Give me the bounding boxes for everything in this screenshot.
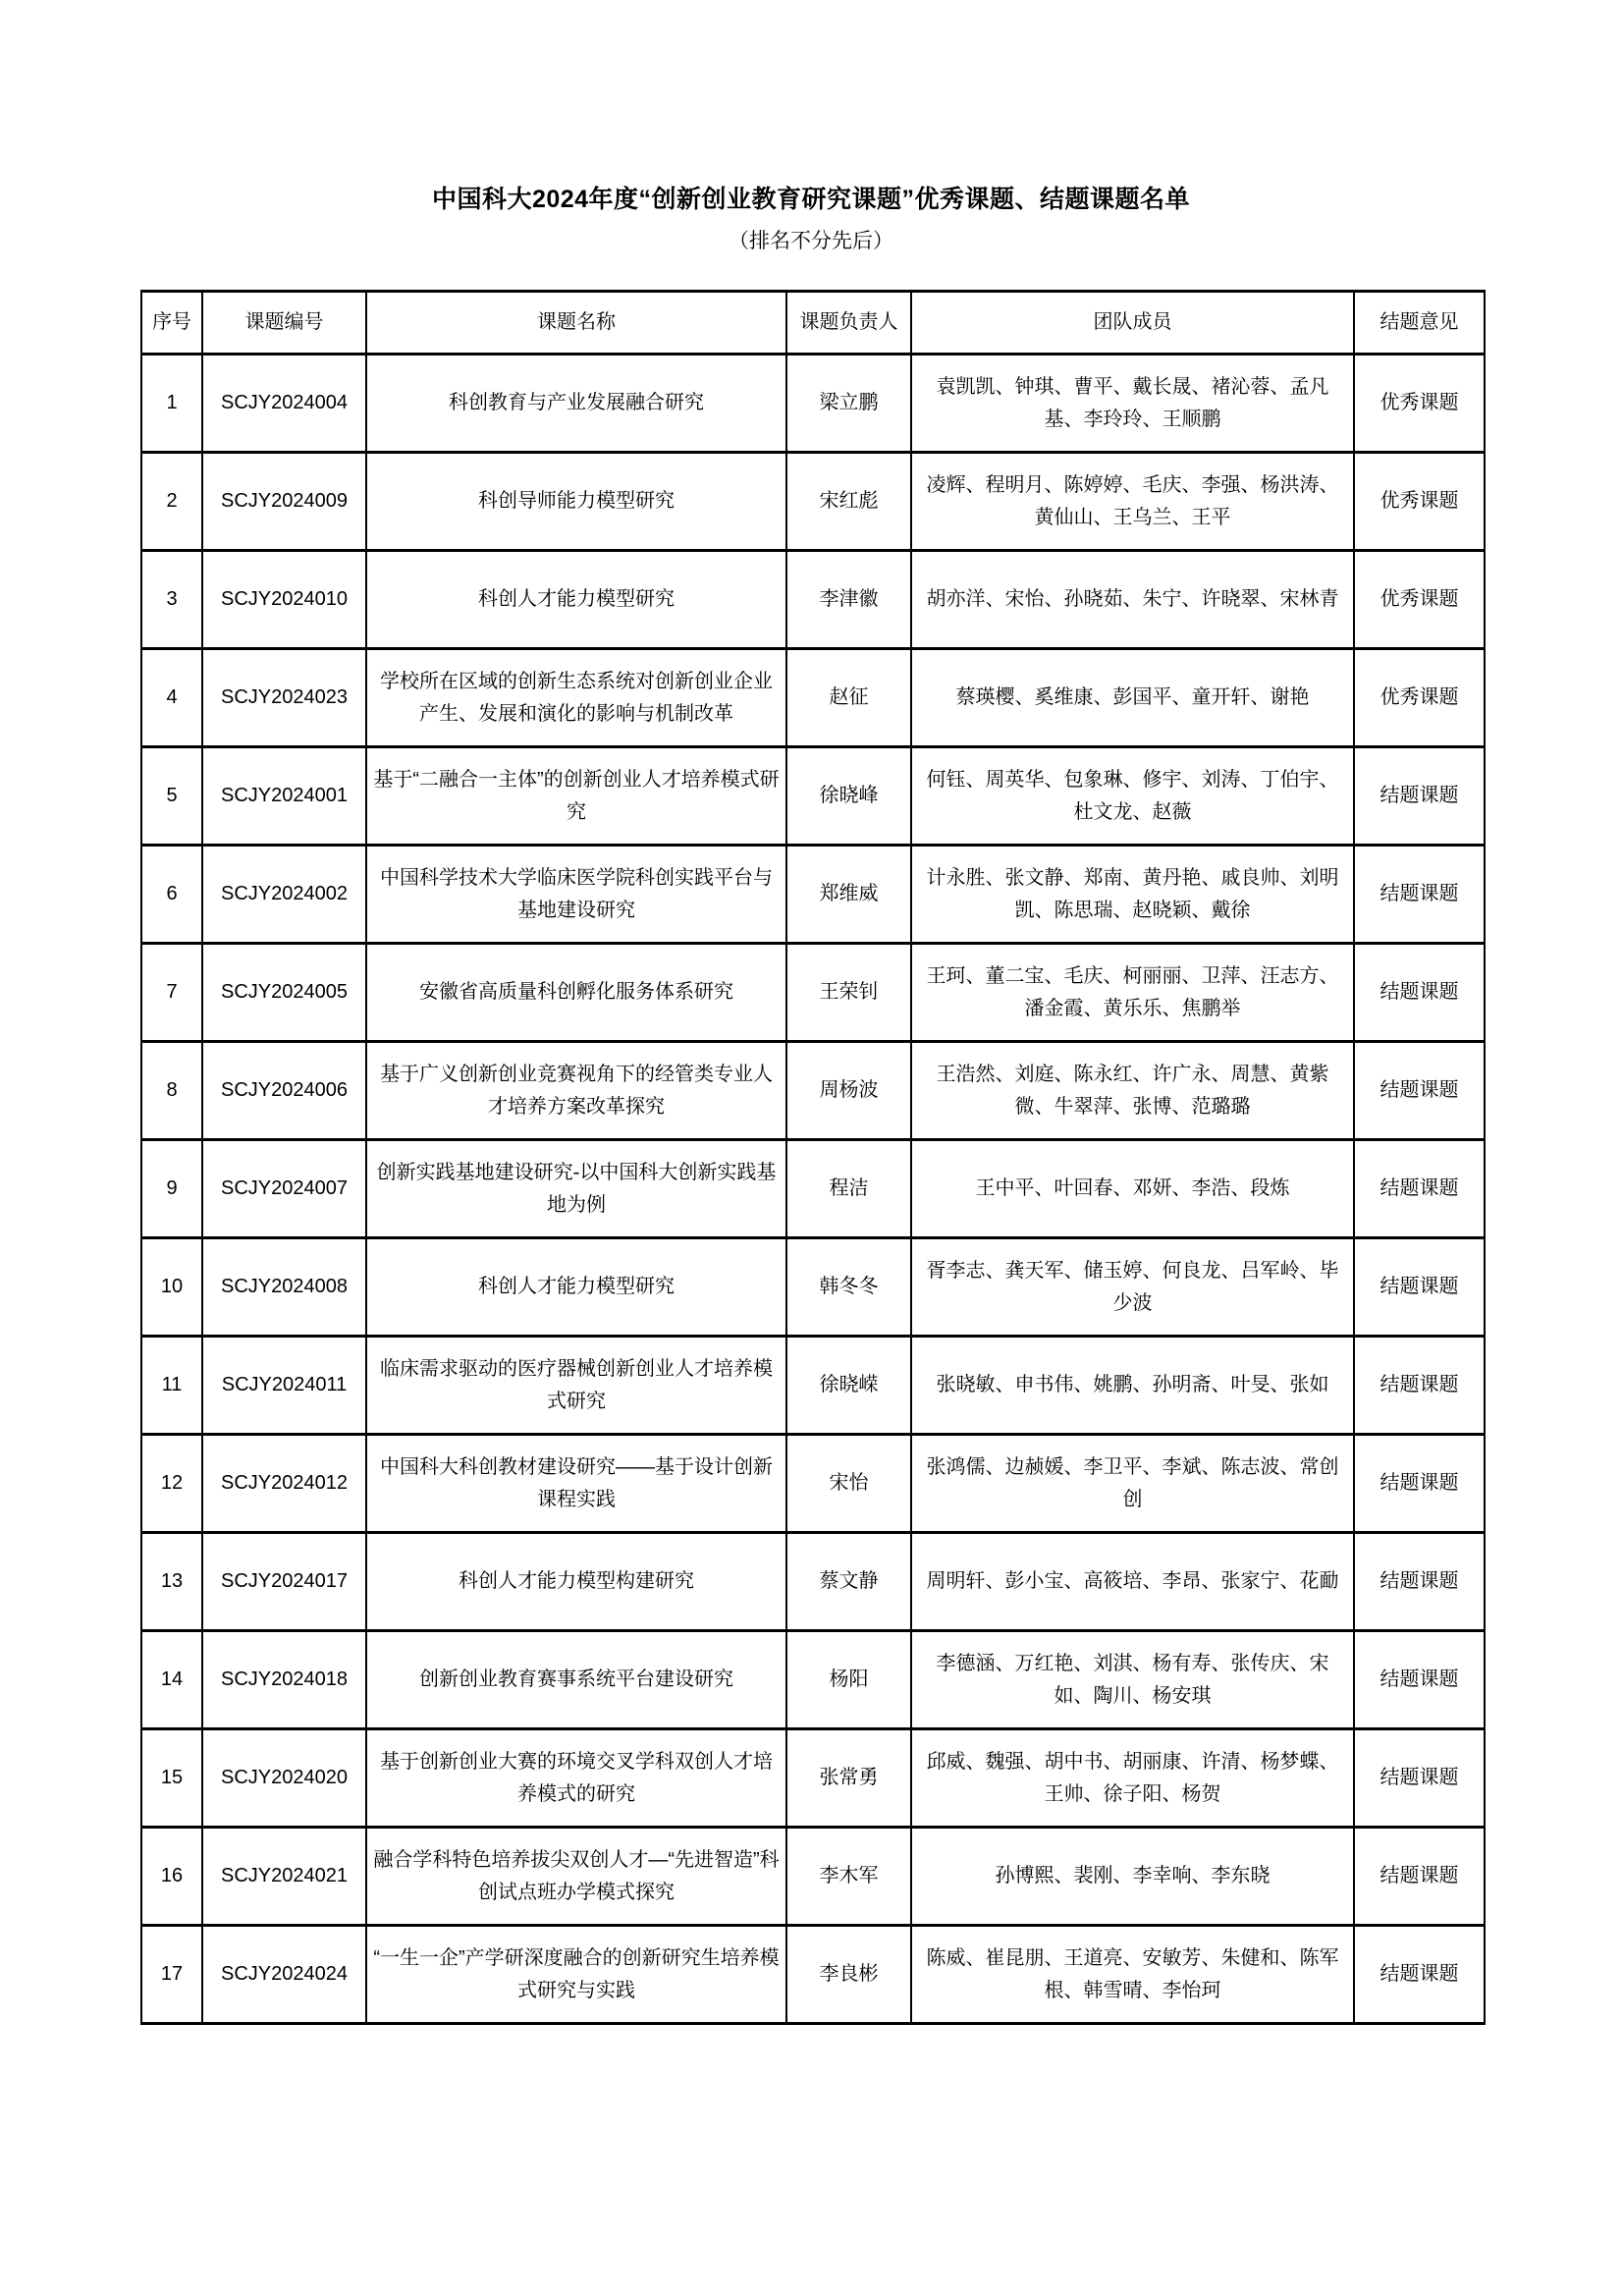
cell-no: 14 [141, 1631, 202, 1729]
table-row [141, 747, 1485, 846]
cell-members: 胡亦洋、宋怡、孙晓茹、朱宁、许晓翠、宋林青 [911, 551, 1354, 649]
cell-name: 创新实践基地建设研究-以中国科大创新实践基地为例 [366, 1140, 786, 1238]
cell-leader: 赵征 [786, 649, 911, 747]
cell-opinion: 结题课题 [1354, 1238, 1485, 1337]
cell-no: 9 [141, 1140, 202, 1238]
cell-id: SCJY2024010 [202, 551, 366, 649]
table-row [141, 944, 1485, 1042]
cell-leader: 张常勇 [786, 1729, 911, 1828]
cell-opinion: 优秀课题 [1354, 649, 1485, 747]
cell-id: SCJY2024009 [202, 453, 366, 551]
cell-opinion: 结题课题 [1354, 1729, 1485, 1828]
table-row [141, 1533, 1485, 1631]
cell-opinion: 结题课题 [1354, 1140, 1485, 1238]
table-row [141, 846, 1485, 944]
cell-opinion: 结题课题 [1354, 1042, 1485, 1140]
cell-leader: 徐晓嵘 [786, 1337, 911, 1435]
table-body [141, 355, 1485, 2024]
cell-id: SCJY2024023 [202, 649, 366, 747]
projects-table [140, 290, 1486, 2025]
cell-id: SCJY2024002 [202, 846, 366, 944]
cell-leader: 宋红彪 [786, 453, 911, 551]
cell-members: 蔡瑛樱、奚维康、彭国平、童开轩、谢艳 [911, 649, 1354, 747]
cell-opinion: 结题课题 [1354, 846, 1485, 944]
cell-id: SCJY2024012 [202, 1435, 366, 1533]
cell-id: SCJY2024007 [202, 1140, 366, 1238]
cell-no: 3 [141, 551, 202, 649]
cell-opinion: 结题课题 [1354, 1631, 1485, 1729]
cell-leader: 梁立鹏 [786, 355, 911, 453]
cell-name: 中国科大科创教材建设研究——基于设计创新课程实践 [366, 1435, 786, 1533]
cell-id: SCJY2024017 [202, 1533, 366, 1631]
cell-no: 4 [141, 649, 202, 747]
cell-members: 张晓敏、申书伟、姚鹏、孙明斋、叶旻、张如 [911, 1337, 1354, 1435]
cell-no: 8 [141, 1042, 202, 1140]
cell-members: 李德涵、万红艳、刘淇、杨有寿、张传庆、宋如、陶川、杨安琪 [911, 1631, 1354, 1729]
cell-members: 袁凯凯、钟琪、曹平、戴长晟、褚沁蓉、孟凡基、李玲玲、王顺鹏 [911, 355, 1354, 453]
cell-leader: 程洁 [786, 1140, 911, 1238]
cell-no: 13 [141, 1533, 202, 1631]
cell-leader: 杨阳 [786, 1631, 911, 1729]
header-col-no: 序号 [141, 292, 202, 355]
cell-no: 6 [141, 846, 202, 944]
header-col-opinion: 结题意见 [1354, 292, 1485, 355]
cell-members: 孙博熙、裴刚、李幸响、李东晓 [911, 1828, 1354, 1926]
cell-id: SCJY2024005 [202, 944, 366, 1042]
cell-name: 科创人才能力模型研究 [366, 1238, 786, 1337]
table-row [141, 1926, 1485, 2024]
table-row [141, 1042, 1485, 1140]
cell-name: 融合学科特色培养拔尖双创人才—“先进智造”科创试点班办学模式探究 [366, 1828, 786, 1926]
table-row [141, 355, 1485, 453]
header-col-id: 课题编号 [202, 292, 366, 355]
cell-members: 陈威、崔昆朋、王道亮、安敏芳、朱健和、陈军根、韩雪晴、李怡珂 [911, 1926, 1354, 2024]
cell-id: SCJY2024006 [202, 1042, 366, 1140]
cell-leader: 王荣钊 [786, 944, 911, 1042]
cell-id: SCJY2024011 [202, 1337, 366, 1435]
cell-opinion: 结题课题 [1354, 1926, 1485, 2024]
cell-no: 10 [141, 1238, 202, 1337]
cell-name: 科创人才能力模型构建研究 [366, 1533, 786, 1631]
cell-opinion: 结题课题 [1354, 944, 1485, 1042]
header-col-name: 课题名称 [366, 292, 786, 355]
cell-no: 7 [141, 944, 202, 1042]
cell-no: 1 [141, 355, 202, 453]
cell-id: SCJY2024018 [202, 1631, 366, 1729]
table-row [141, 1238, 1485, 1337]
cell-name: 基于广义创新创业竞赛视角下的经管类专业人才培养方案改革探究 [366, 1042, 786, 1140]
cell-leader: 蔡文静 [786, 1533, 911, 1631]
cell-members: 凌辉、程明月、陈婷婷、毛庆、李强、杨洪涛、黄仙山、王乌兰、王平 [911, 453, 1354, 551]
table-row [141, 1828, 1485, 1926]
cell-no: 15 [141, 1729, 202, 1828]
table-row [141, 1729, 1485, 1828]
cell-id: SCJY2024024 [202, 1926, 366, 2024]
cell-leader: 周杨波 [786, 1042, 911, 1140]
table-header-row [141, 292, 1485, 355]
cell-leader: 徐晓峰 [786, 747, 911, 846]
cell-name: 科创导师能力模型研究 [366, 453, 786, 551]
cell-leader: 李木军 [786, 1828, 911, 1926]
cell-no: 16 [141, 1828, 202, 1926]
cell-leader: 李良彬 [786, 1926, 911, 2024]
header-col-leader: 课题负责人 [786, 292, 911, 355]
cell-name: 中国科学技术大学临床医学院科创实践平台与基地建设研究 [366, 846, 786, 944]
cell-members: 王中平、叶回春、邓妍、李浩、段炼 [911, 1140, 1354, 1238]
cell-members: 周明轩、彭小宝、高筱培、李昂、张家宁、花勔 [911, 1533, 1354, 1631]
table-row [141, 551, 1485, 649]
cell-opinion: 优秀课题 [1354, 355, 1485, 453]
page-subtitle: （排名不分先后） [729, 229, 893, 252]
table-row [141, 1435, 1485, 1533]
cell-opinion: 结题课题 [1354, 747, 1485, 846]
cell-id: SCJY2024021 [202, 1828, 366, 1926]
projects-table-container [140, 290, 1484, 2025]
cell-name: 基于创新创业大赛的环境交叉学科双创人才培养模式的研究 [366, 1729, 786, 1828]
cell-name: 基于“二融合一主体”的创新创业人才培养模式研究 [366, 747, 786, 846]
cell-id: SCJY2024008 [202, 1238, 366, 1337]
cell-opinion: 结题课题 [1354, 1828, 1485, 1926]
table-row [141, 649, 1485, 747]
table-row [141, 1631, 1485, 1729]
cell-name: 临床需求驱动的医疗器械创新创业人才培养模式研究 [366, 1337, 786, 1435]
cell-members: 张鸿儒、边赪媛、李卫平、李斌、陈志波、常创创 [911, 1435, 1354, 1533]
cell-members: 计永胜、张文静、郑南、黄丹艳、戚良帅、刘明凯、陈思瑞、赵晓颖、戴徐 [911, 846, 1354, 944]
table-row [141, 1337, 1485, 1435]
cell-opinion: 结题课题 [1354, 1533, 1485, 1631]
cell-members: 胥李志、龚天军、储玉婷、何良龙、吕军岭、毕少波 [911, 1238, 1354, 1337]
table-row [141, 1140, 1485, 1238]
cell-members: 何钰、周英华、包象琳、修宇、刘涛、丁伯宇、杜文龙、赵薇 [911, 747, 1354, 846]
cell-name: 创新创业教育赛事系统平台建设研究 [366, 1631, 786, 1729]
cell-opinion: 优秀课题 [1354, 551, 1485, 649]
cell-name: 科创教育与产业发展融合研究 [366, 355, 786, 453]
cell-members: 王浩然、刘庭、陈永红、许广永、周慧、黄紫微、牛翠萍、张博、范璐璐 [911, 1042, 1354, 1140]
cell-leader: 韩冬冬 [786, 1238, 911, 1337]
cell-no: 2 [141, 453, 202, 551]
table-row [141, 453, 1485, 551]
cell-no: 5 [141, 747, 202, 846]
cell-members: 邱威、魏强、胡中书、胡丽康、许清、杨梦蝶、王帅、徐子阳、杨贺 [911, 1729, 1354, 1828]
cell-name: 科创人才能力模型研究 [366, 551, 786, 649]
cell-no: 12 [141, 1435, 202, 1533]
cell-name: 学校所在区域的创新生态系统对创新创业企业产生、发展和演化的影响与机制改革 [366, 649, 786, 747]
cell-id: SCJY2024001 [202, 747, 366, 846]
cell-leader: 李津徽 [786, 551, 911, 649]
cell-id: SCJY2024020 [202, 1729, 366, 1828]
cell-leader: 宋怡 [786, 1435, 911, 1533]
cell-id: SCJY2024004 [202, 355, 366, 453]
cell-no: 17 [141, 1926, 202, 2024]
cell-opinion: 优秀课题 [1354, 453, 1485, 551]
cell-name: 安徽省高质量科创孵化服务体系研究 [366, 944, 786, 1042]
cell-no: 11 [141, 1337, 202, 1435]
cell-opinion: 结题课题 [1354, 1435, 1485, 1533]
header-col-members: 团队成员 [911, 292, 1354, 355]
cell-members: 王珂、董二宝、毛庆、柯丽丽、卫萍、汪志方、潘金霞、黄乐乐、焦鹏举 [911, 944, 1354, 1042]
cell-leader: 郑维威 [786, 846, 911, 944]
cell-opinion: 结题课题 [1354, 1337, 1485, 1435]
cell-name: “一生一企”产学研深度融合的创新研究生培养模式研究与实践 [366, 1926, 786, 2024]
page-title: 中国科大2024年度“创新创业教育研究课题”优秀课题、结题课题名单 [431, 186, 1191, 213]
